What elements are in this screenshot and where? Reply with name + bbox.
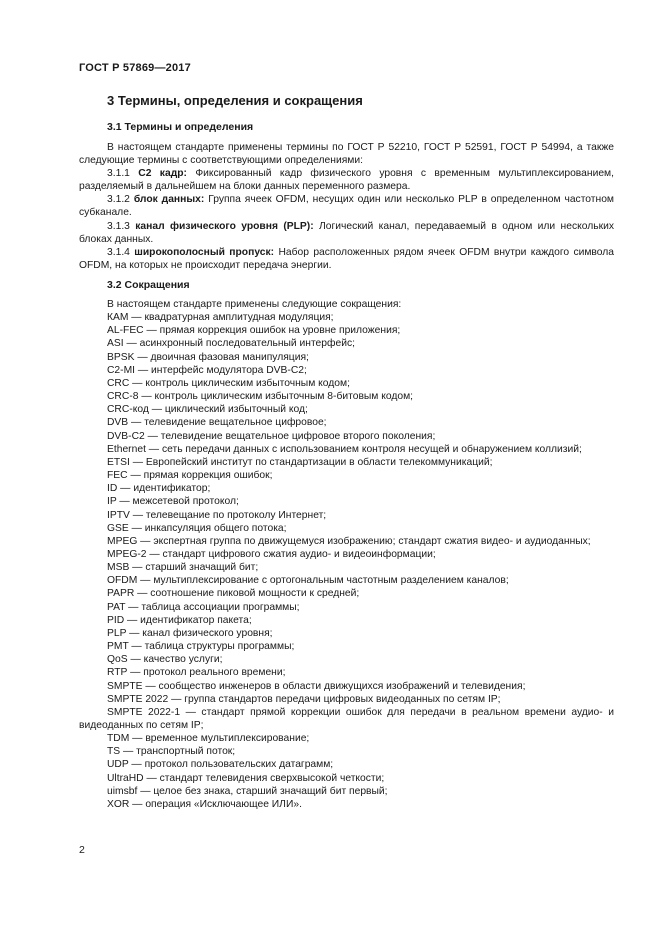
abbrev-item: FEC — прямая коррекция ошибок; — [107, 470, 273, 482]
abbrev-item: MPEG-2 — стандарт цифрового сжатия аудио- и видеоинформации; — [107, 548, 436, 560]
abbrev-item: PMT — таблица структуры программы; — [107, 641, 295, 653]
abbrev-item: RTP — протокол реального времени; — [107, 667, 286, 679]
abbrev-item: ETSI — Европейский институт по стандартизации в области телекоммуникаций; — [107, 456, 493, 468]
abbrev-item: CRC-код — циклический избыточный код; — [107, 404, 308, 416]
abbrev-list — [79, 298, 614, 811]
abbrev-item: BPSK — двоичная фазовая манипуляция; — [107, 351, 309, 363]
abbrev-item: UltraHD — стандарт телевидения сверхвысокой четкости; — [107, 772, 385, 784]
term-name: C2 кадр: — [138, 168, 187, 180]
abbrev-item: uimsbf — целое без знака, старший значащий бит первый; — [107, 785, 388, 797]
term-name: широкополосный пропуск: — [134, 246, 275, 258]
abbrev-item: PAT — таблица ассоциации программы; — [107, 601, 300, 613]
abbrev-item: XOR — операция «Исключающее ИЛИ». — [107, 798, 302, 810]
term-item: 3.1.4 широкополосный пропуск: Набор расположенных рядом ячеек OFDM внутри каждого символа OFDM, на которых не происходит передача энергии. — [79, 246, 615, 271]
abbrev-item: DVB-C2 — телевидение вещательное цифровое второго поколения; — [107, 430, 436, 442]
term-name: блок данных: — [133, 194, 205, 206]
section-title: 3 Термины, определения и сокращения — [107, 93, 363, 108]
abbrev-item: SMPTE 2022-1 — стандарт прямой коррекции ошибок для передачи в реальном времени аудио- и видеоданных по сетям IP; — [79, 706, 614, 731]
abbrev-item: SMPTE — сообщество инженеров в области движущихся изображений и телевидения; — [107, 680, 526, 692]
abbrev-item: MSB — старший значащий бит; — [107, 562, 259, 574]
terms-block — [79, 141, 614, 272]
abbrev-item: DVB — телевидение вещательное цифровое; — [107, 417, 327, 429]
terms-heading: 3.1 Термины и определения — [107, 121, 254, 133]
abbrev-item: PID — идентификатор пакета; — [107, 614, 252, 626]
abbrev-item: SMPTE 2022 — группа стандартов передачи цифровых видеоданных по сетям IP; — [107, 693, 501, 705]
term-item: 3.1.2 блок данных: Группа ячеек OFDM, несущих один или несколько PLP в определенном частотном субканале. — [79, 194, 615, 219]
abbrev-item: OFDM — мультиплексирование с ортогональным частотным разделением каналов; — [107, 575, 509, 587]
terms-intro: В настоящем стандарте применены термины по ГОСТ Р 52210, ГОСТ Р 52591, ГОСТ Р 54994, а также следующие термины с соответствующими определениями: — [79, 142, 614, 167]
abbrev-item: ID — идентификатор; — [107, 483, 211, 495]
document-header: ГОСТ Р 57869—2017 — [79, 62, 191, 74]
abbrev-intro: В настоящем стандарте применены следующие сокращения: — [107, 299, 402, 310]
abbrev-item: IPTV — телевещание по протоколу Интернет; — [107, 509, 327, 521]
abbrev-item: QoS — качество услуги; — [107, 654, 223, 666]
abbrev-item: AL-FEC — прямая коррекция ошибок на уровне приложения; — [107, 325, 401, 337]
abbrev-item: MPEG — экспертная группа по движущемуся изображению; стандарт сжатия видео- и аудиоданных; — [107, 535, 591, 547]
abbrev-item: CRC-8 — контроль циклическим избыточным 8-битовым кодом; — [107, 391, 414, 403]
abbrev-item: IP — межсетевой протокол; — [107, 496, 239, 508]
abbrev-item: PLP — канал физического уровня; — [107, 627, 273, 639]
abbrev-item: ASI — асинхронный последовательный интерфейс; — [107, 338, 355, 350]
abbrev-item: C2-MI — интерфейс модулятора DVB-C2; — [107, 364, 307, 376]
abbrev-item: TDM — временное мультиплексирование; — [107, 733, 310, 745]
abbrev-item: UDP — протокол пользовательских датаграмм; — [107, 759, 334, 771]
term-item: 3.1.1 C2 кадр: Фиксированный кадр физического уровня с временным мультиплексированием, разделяемый в дальнейшем на блоки данных переменного размера. — [79, 168, 614, 193]
page-number: 2 — [79, 844, 85, 856]
abbrev-item: PAPR — соотношение пиковой мощности к средней; — [107, 588, 360, 600]
term-item: 3.1.3 канал физического уровня (PLP): Логический канал, передаваемый в одном или нескольких блоках данных. — [79, 220, 614, 245]
term-name: канал физического уровня (PLP): — [135, 220, 314, 232]
abbrev-heading: 3.2 Сокращения — [107, 279, 190, 291]
abbrev-item: TS — транспортный поток; — [107, 746, 236, 758]
abbrev-item: CRC — контроль циклическим избыточным кодом; — [107, 377, 350, 389]
abbrev-item: КАМ — квадратурная амплитудная модуляция; — [107, 312, 334, 324]
abbrev-item: Ethernet — сеть передачи данных с использованием контроля несущей и обнаружением коллизий; — [107, 443, 582, 455]
abbrev-item: GSE — инкапсуляция общего потока; — [107, 522, 287, 534]
